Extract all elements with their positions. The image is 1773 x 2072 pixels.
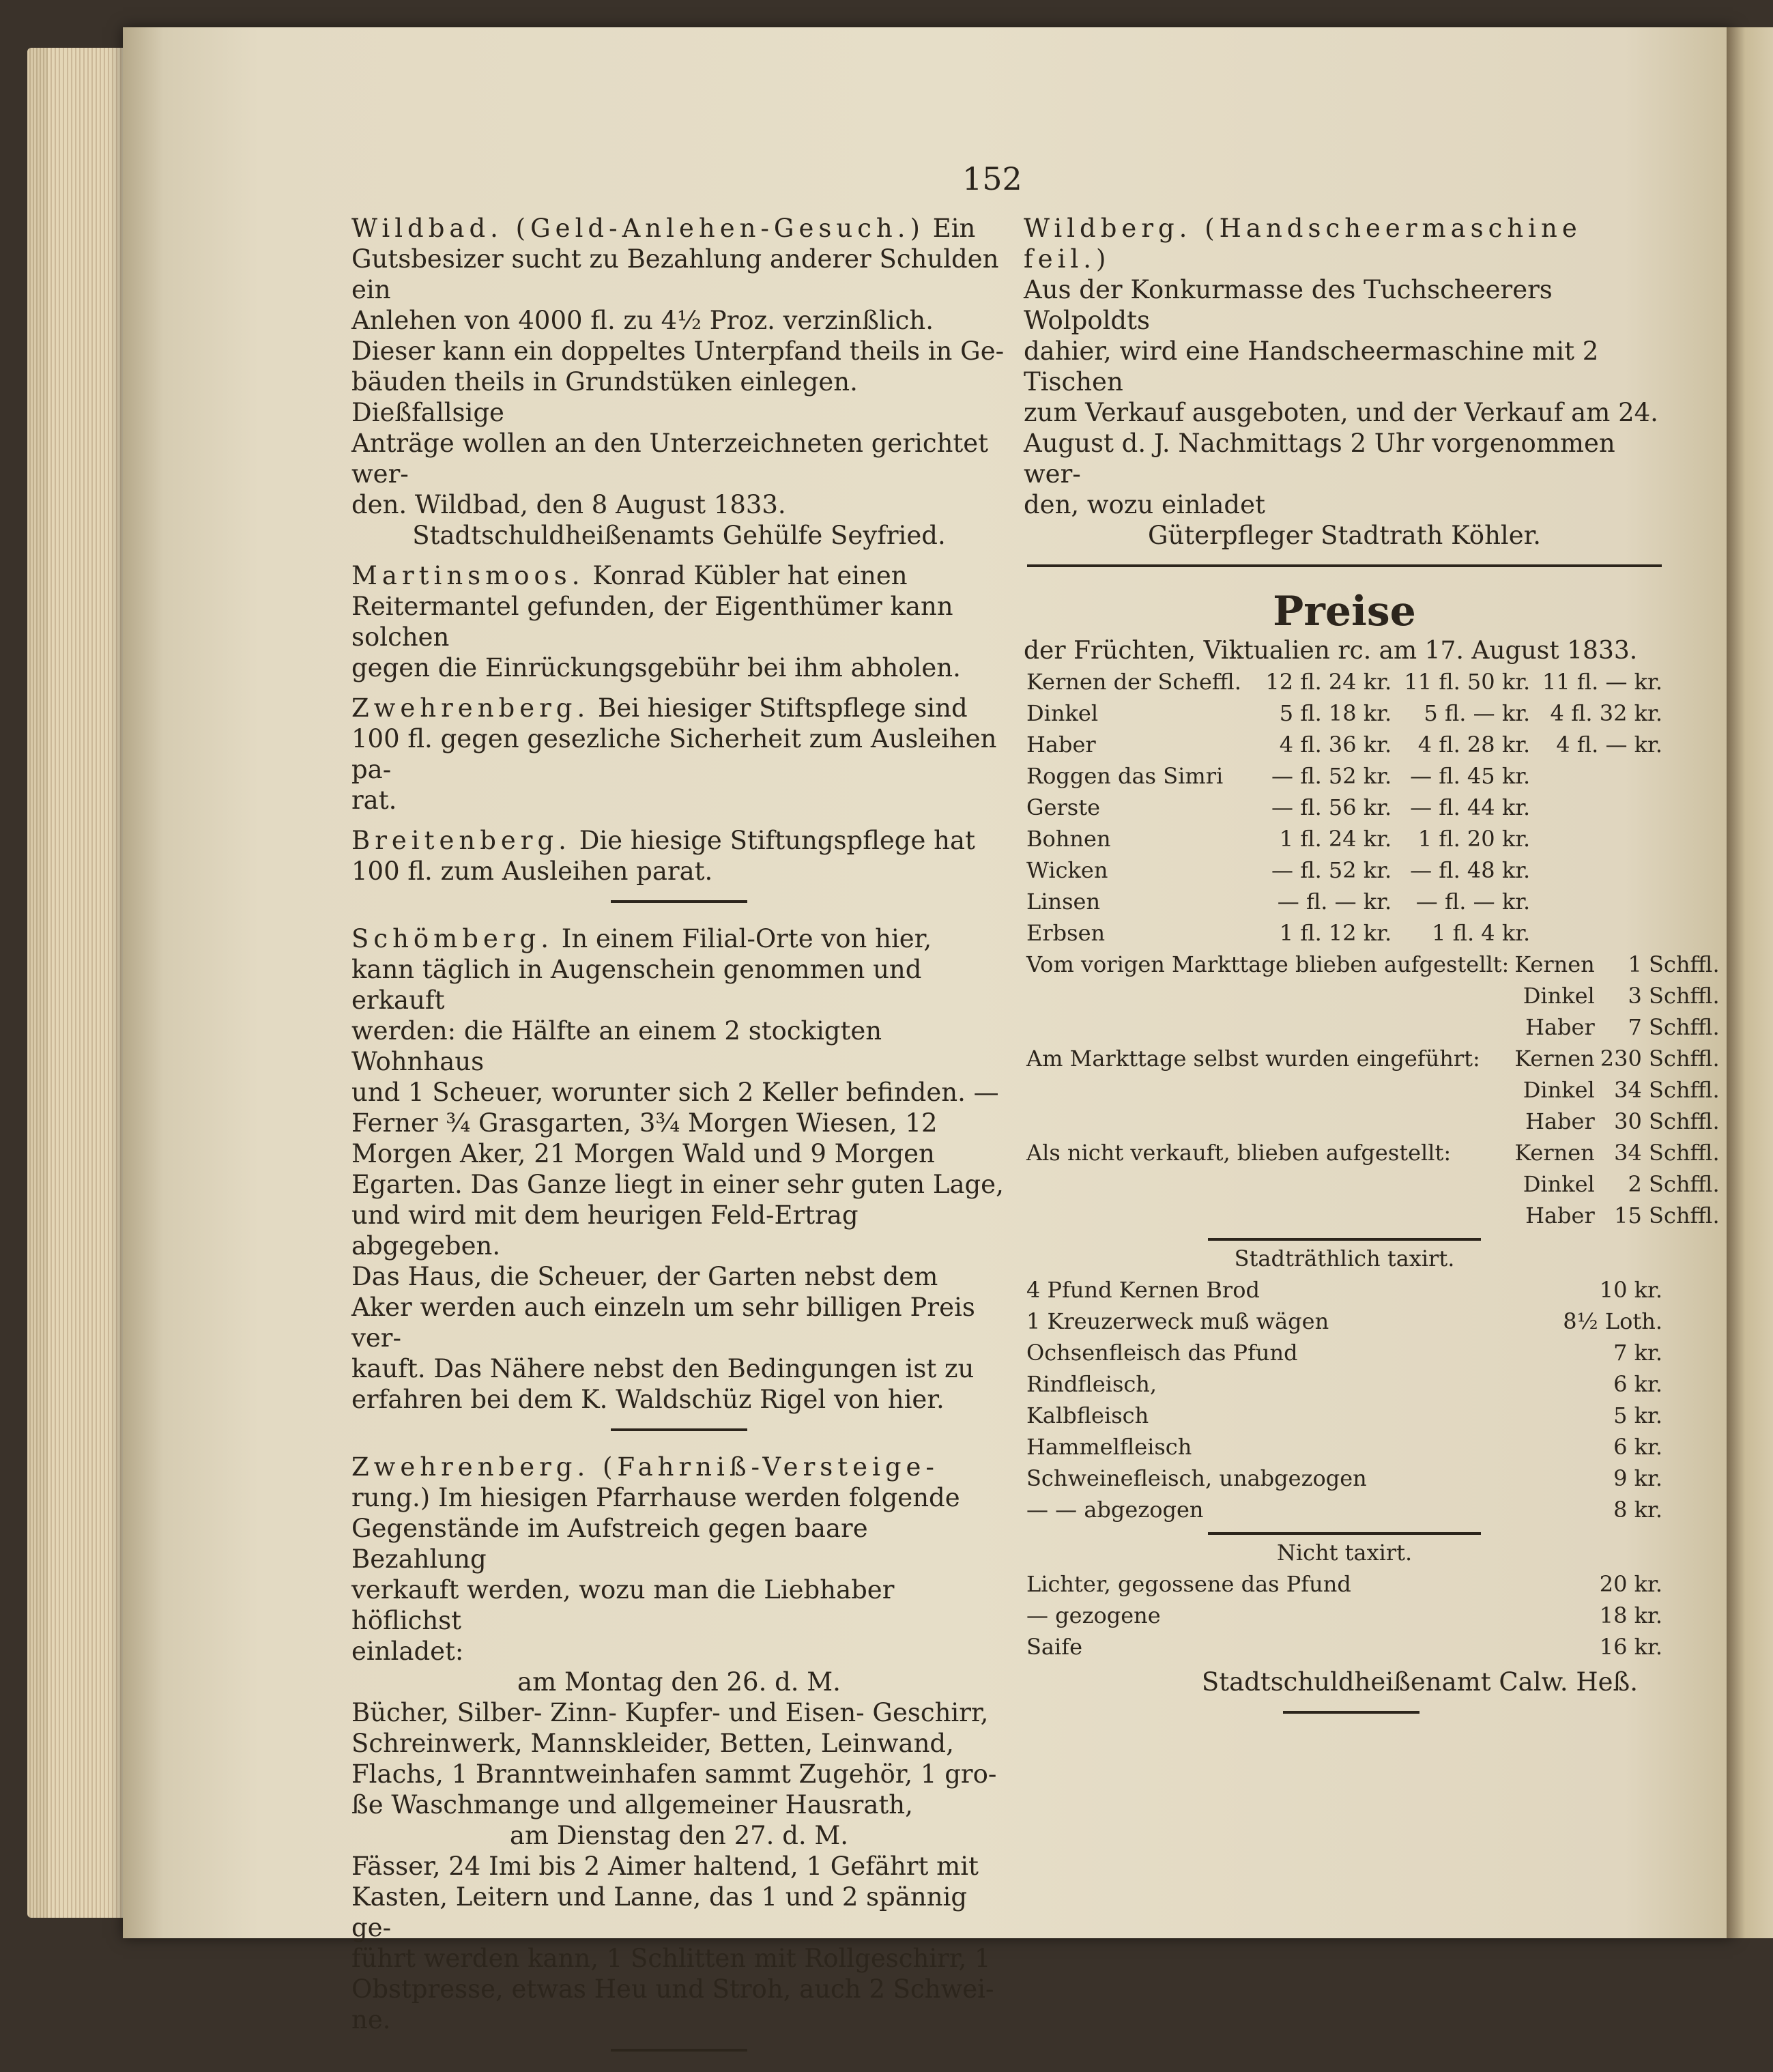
book-page-edges (27, 48, 123, 1918)
table-cell: Als nicht verkauft, blieben aufgestellt: (1026, 1140, 1452, 1166)
table-cell: Erbsen (1026, 920, 1106, 946)
table-row (1024, 666, 1665, 697)
table-cell (1024, 1168, 1512, 1200)
table-row (1024, 697, 1665, 729)
table-row (1024, 1074, 1722, 1106)
notice-line: einladet: (351, 1637, 464, 1666)
notice-line: Das Haus, die Scheuer, der Garten nebst dem (351, 1262, 938, 1291)
separator-rule (1208, 1238, 1481, 1241)
table-cell: 230 Schffl. (1600, 1046, 1720, 1071)
notice-wildberg (1024, 213, 1665, 551)
table-cell (1533, 792, 1665, 823)
notice-signature: Stadtschuldheißenamts Gehülfe Seyfried. (412, 521, 946, 550)
table-cell: — fl. 56 kr. (1271, 794, 1392, 820)
table-cell: Dinkel (1026, 700, 1099, 726)
table-cell: — fl. 44 kr. (1410, 794, 1531, 820)
table-cell: 1 fl. 20 kr. (1417, 826, 1531, 852)
notice-line: Reitermantel gefunden, der Eigenthümer kann solchen (351, 592, 953, 652)
notice-line: kauft. Das Nähere nebst den Bedingungen ist zu (351, 1354, 975, 1383)
notice-line: und wird mit dem heurigen Feld-Ertrag abgegeben. (351, 1200, 859, 1261)
prices-signature: Stadtschuldheißenamt Calw. Heß. (1201, 1667, 1638, 1697)
table-cell: 34 Schffl. (1614, 1140, 1720, 1166)
notice-line: In einem Filial-Orte von hier, (561, 924, 932, 953)
notice-line: Aker werden auch einzeln um sehr billigen Preis ver- (351, 1293, 975, 1353)
table-row (1024, 949, 1722, 980)
market-quantity-table (1024, 949, 1722, 1231)
table-cell: 4 Pfund Kernen Brod (1026, 1277, 1260, 1303)
table-cell: Wicken (1026, 857, 1108, 883)
notice-line: Obstpresse, etwas Heu und Stroh, auch 2 Schwei- (351, 1974, 994, 2004)
table-cell: 5 fl. — kr. (1424, 700, 1531, 726)
table-cell: 15 Schffl. (1614, 1203, 1720, 1228)
table-cell (1024, 1011, 1512, 1043)
notice-line: August d. J. Nachmittags 2 Uhr vorgenommen wer- (1024, 429, 1615, 489)
notice-line: ne. (351, 2005, 391, 2034)
table-row (1024, 1494, 1665, 1525)
table-cell: 1 fl. 12 kr. (1279, 920, 1392, 946)
table-cell: 6 kr. (1613, 1434, 1662, 1460)
table-cell: Haber (1525, 1014, 1595, 1040)
table-cell: Dinkel (1523, 1077, 1595, 1103)
table-row (1024, 1368, 1665, 1400)
table-row (1024, 1306, 1665, 1337)
auction-date: am Montag den 26. d. M. (517, 1667, 841, 1697)
table-cell: Kernen (1514, 951, 1595, 977)
table-cell: Kernen (1514, 1046, 1595, 1071)
notice-line: Bücher, Silber- Zinn- Kupfer- und Eisen- Geschirr, (351, 1698, 989, 1727)
notice-line: Anträge wollen an den Unterzeichneten gerichtet wer- (351, 429, 989, 489)
page-number: 152 (962, 160, 1022, 197)
table-row (1024, 1137, 1722, 1168)
notice-line: Kasten, Leitern und Lanne, das 1 und 2 spännig ge- (351, 1882, 968, 1942)
notice-heading: Wildbad. (Geld-Anlehen-Gesuch.) (351, 214, 925, 243)
table-row (1024, 886, 1665, 917)
table-cell: Vom vorigen Markttage blieben aufgestellt: (1026, 951, 1510, 977)
table-cell: 8 kr. (1613, 1497, 1662, 1523)
notice-heading: Martinsmoos. (351, 561, 585, 590)
table-cell: 12 fl. 24 kr. (1265, 669, 1392, 695)
table-cell: 20 kr. (1599, 1571, 1662, 1597)
notice-line: und 1 Scheuer, worunter sich 2 Keller befinden. — (351, 1078, 999, 1107)
notice-line: Die hiesige Stiftungspflege hat (579, 826, 975, 855)
table-cell: Ochsenfleisch das Pfund (1026, 1340, 1298, 1366)
table-row (1024, 1337, 1665, 1368)
table-cell: Dinkel (1523, 983, 1595, 1009)
separator-rule (611, 1428, 747, 1431)
separator-rule (1027, 564, 1662, 567)
table-cell: — fl. 48 kr. (1410, 857, 1531, 883)
table-cell: 1 Schffl. (1628, 951, 1720, 977)
table-cell (1533, 886, 1665, 917)
table-cell: — fl. — kr. (1415, 889, 1531, 915)
table-cell (1024, 1074, 1512, 1106)
notice-line: Schreinwerk, Mannskleider, Betten, Leinwand, (351, 1729, 954, 1758)
table-cell: 11 fl. 50 kr. (1404, 669, 1531, 695)
table-cell: Linsen (1026, 889, 1101, 915)
table-cell (1533, 823, 1665, 854)
table-cell (1533, 760, 1665, 792)
notice-line: den, wozu einladet (1024, 490, 1265, 519)
price-list (1024, 588, 1720, 1714)
table-cell: Bohnen (1026, 826, 1111, 852)
table-cell: Roggen das Simri (1026, 763, 1224, 789)
notice-line: Gegenstände im Aufstreich gegen baare Bezahlung (351, 1514, 868, 1574)
notice-zwehrenberg-versteigerung (351, 1452, 1007, 2035)
table-cell (1024, 1106, 1512, 1137)
untaxed-heading: Nicht taxirt. (1276, 1540, 1413, 1566)
notice-line: Egarten. Das Ganze liegt in einer sehr guten Lage, (351, 1170, 1004, 1199)
separator-rule (1283, 1711, 1419, 1714)
taxed-price-table (1024, 1274, 1665, 1525)
notice-line: Fässer, 24 Imi bis 2 Aimer haltend, 1 Gefährt mit (351, 1852, 979, 1881)
table-cell: 10 kr. (1599, 1277, 1662, 1303)
notice-breitenberg (351, 825, 1007, 887)
table-cell: Haber (1525, 1203, 1595, 1228)
table-cell: 4 fl. — kr. (1556, 732, 1662, 758)
table-cell: 1 fl. 4 kr. (1432, 920, 1531, 946)
table-row (1024, 1043, 1722, 1074)
notice-line: gegen die Einrückungsgebühr bei ihm abholen. (351, 653, 961, 682)
table-cell: 16 kr. (1599, 1634, 1662, 1660)
notice-martinsmoos (351, 560, 1007, 683)
notice-line: Ferner ¾ Grasgarten, 3¾ Morgen Wiesen, 12 (351, 1108, 938, 1138)
table-row (1024, 1011, 1722, 1043)
notice-signature: Güterpfleger Stadtrath Köhler. (1147, 521, 1542, 550)
prices-title: Preise (1273, 588, 1416, 635)
table-row (1024, 1274, 1665, 1306)
table-row (1024, 823, 1665, 854)
table-row (1024, 1463, 1665, 1494)
notice-line: Flachs, 1 Branntweinhafen sammt Zugehör, 1 gro- (351, 1759, 997, 1789)
right-column (1024, 213, 1720, 1734)
notice-heading: Zwehrenberg. (351, 693, 590, 723)
table-cell (1024, 980, 1512, 1011)
notice-heading: Breitenberg. (351, 826, 571, 855)
notice-line: bäuden theils in Grundstüken einlegen. Dießfallsige (351, 367, 858, 427)
notice-line: Aus der Konkurmasse des Tuchscheerers Wolpoldts (1024, 275, 1553, 335)
notice-heading: Zwehrenberg. (Fahrniß-Versteige- (351, 1452, 939, 1482)
notice-line: 100 fl. gegen gesezliche Sicherheit zum Ausleihen pa- (351, 724, 997, 784)
table-cell: 30 Schffl. (1614, 1108, 1720, 1134)
table-cell: Dinkel (1523, 1171, 1595, 1197)
table-cell: 7 kr. (1613, 1340, 1662, 1366)
table-cell: Rindfleisch, (1026, 1371, 1157, 1397)
table-cell (1024, 1200, 1512, 1231)
table-row (1024, 1631, 1665, 1663)
table-cell (1533, 917, 1665, 949)
table-cell: — fl. 45 kr. (1410, 763, 1531, 789)
table-cell: — gezogene (1026, 1602, 1161, 1628)
table-row (1024, 1431, 1665, 1463)
book-right-edge (1727, 27, 1773, 1938)
table-row (1024, 1568, 1665, 1600)
table-cell: 18 kr. (1599, 1602, 1662, 1628)
table-cell: 11 fl. — kr. (1542, 669, 1662, 695)
table-row (1024, 917, 1665, 949)
table-cell: 7 Schffl. (1628, 1014, 1720, 1040)
notice-line: werden: die Hälfte an einem 2 stockigten Wohnhaus (351, 1016, 882, 1076)
table-cell: 2 Schffl. (1628, 1171, 1720, 1197)
notice-line: den. Wildbad, den 8 August 1833. (351, 490, 786, 519)
table-row (1024, 1106, 1722, 1137)
notice-line: dahier, wird eine Handscheermaschine mit 2 Tischen (1024, 336, 1599, 397)
table-cell: Kalbfleisch (1026, 1402, 1149, 1428)
notice-heading: Wildberg. (Handscheermaschine feil.) (1024, 214, 1582, 274)
taxed-heading: Stadträthlich taxirt. (1234, 1246, 1455, 1271)
table-cell: Haber (1525, 1108, 1595, 1134)
table-row (1024, 1400, 1665, 1431)
table-cell: — — abgezogen (1026, 1497, 1204, 1523)
table-cell (1533, 854, 1665, 886)
notice-line: Ein Gutsbesizer sucht zu Bezahlung anderer Schulden ein (351, 214, 999, 304)
table-row (1024, 1200, 1722, 1231)
table-cell: — fl. 52 kr. (1271, 763, 1392, 789)
table-cell: 1 Kreuzerweck muß wägen (1026, 1308, 1329, 1334)
table-cell: Hammelfleisch (1026, 1434, 1192, 1460)
table-cell: 4 fl. 28 kr. (1417, 732, 1531, 758)
grain-price-table (1024, 666, 1665, 949)
table-cell: 6 kr. (1613, 1371, 1662, 1397)
table-row (1024, 1600, 1665, 1631)
table-row (1024, 792, 1665, 823)
notice-line: Bei hiesiger Stiftspflege sind (598, 693, 968, 723)
notice-line: Morgen Aker, 21 Morgen Wald und 9 Morgen (351, 1139, 935, 1168)
table-row (1024, 729, 1665, 760)
table-row (1024, 980, 1722, 1011)
table-cell: Kernen (1514, 1140, 1595, 1166)
notice-heading: Schömberg. (351, 924, 553, 953)
separator-rule (611, 2049, 747, 2052)
table-cell: 34 Schffl. (1614, 1077, 1720, 1103)
table-cell: Lichter, gegossene das Pfund (1026, 1571, 1351, 1597)
notice-line: zum Verkauf ausgeboten, und der Verkauf am 24. (1024, 398, 1658, 427)
table-cell: 4 fl. 36 kr. (1279, 732, 1392, 758)
notice-line: kann täglich in Augenschein genommen und erkauft (351, 955, 922, 1015)
table-cell: — fl. 52 kr. (1271, 857, 1392, 883)
table-cell: Schweinefleisch, unabgezogen (1026, 1465, 1367, 1491)
table-row (1024, 854, 1665, 886)
table-cell: Saife (1026, 1634, 1083, 1660)
notice-line: 100 fl. zum Ausleihen parat. (351, 857, 713, 886)
notice-schoemberg (351, 923, 1007, 1415)
table-cell: 1 fl. 24 kr. (1279, 826, 1392, 852)
table-cell: 8½ Loth. (1563, 1308, 1662, 1334)
notice-line: rat. (351, 786, 397, 815)
notice-line: verkauft werden, wozu man die Liebhaber höflichst (351, 1575, 895, 1635)
prices-subtitle: der Früchten, Viktualien rc. am 17. August 1833. (1024, 637, 1638, 665)
left-column (351, 213, 1007, 2072)
table-cell: Am Markttage selbst wurden eingeführt: (1026, 1046, 1480, 1071)
notice-zwehrenberg-stiftspflege (351, 693, 1007, 816)
notice-line: Dieser kann ein doppeltes Unterpfand theils in Ge- (351, 336, 1005, 366)
notice-line: ße Waschmange und allgemeiner Hausrath, (351, 1790, 913, 1819)
notice-line: rung.) Im hiesigen Pfarrhause werden folgende (351, 1483, 960, 1512)
table-cell: 9 kr. (1613, 1465, 1662, 1491)
table-cell: 4 fl. 32 kr. (1550, 700, 1662, 726)
table-cell: Gerste (1026, 794, 1101, 820)
table-cell: 5 fl. 18 kr. (1279, 700, 1392, 726)
table-cell: 3 Schffl. (1628, 983, 1720, 1009)
table-row (1024, 1168, 1722, 1200)
notice-wildbad (351, 213, 1007, 551)
notice-line: führt werden kann, 1 Schlitten mit Rollgeschirr, 1 (351, 1944, 991, 1973)
separator-rule (1208, 1532, 1481, 1535)
notice-line: erfahren bei dem K. Waldschüz Rigel von hier. (351, 1385, 945, 1414)
separator-rule (611, 900, 747, 903)
table-cell: — fl. — kr. (1277, 889, 1392, 915)
table-cell: Kernen der Scheffl. (1026, 669, 1242, 695)
untaxed-price-table (1024, 1568, 1665, 1663)
table-row (1024, 760, 1665, 792)
notice-line: Konrad Kübler hat einen (592, 561, 908, 590)
auction-date: am Dienstag den 27. d. M. (509, 1821, 849, 1850)
table-cell: 5 kr. (1613, 1402, 1662, 1428)
notice-line: Anlehen von 4000 fl. zu 4½ Proz. verzinßlich. (351, 306, 934, 335)
table-cell: Haber (1026, 732, 1096, 758)
